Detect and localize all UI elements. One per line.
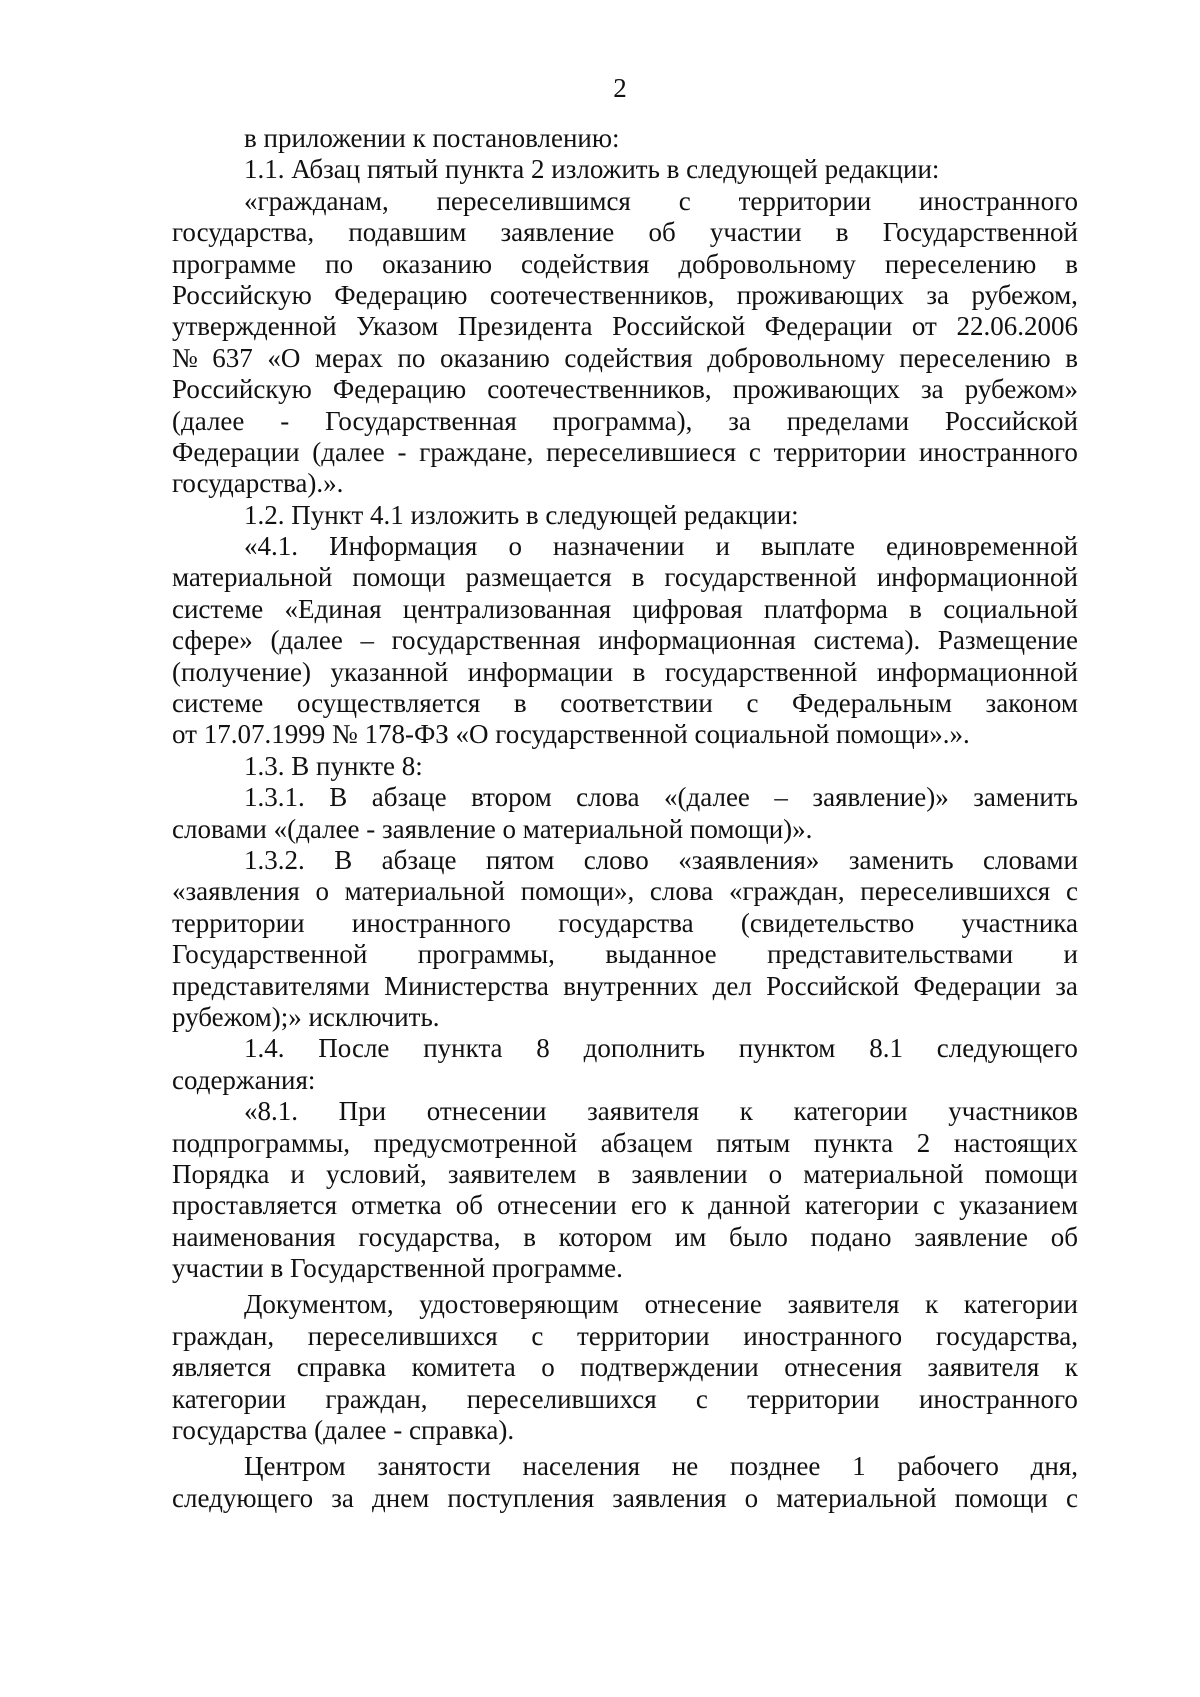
text-line: государства, подавшим заявление об участии в Государственной	[172, 217, 1078, 248]
text-line: системе «Единая централизованная цифровая платформа в социальной	[172, 593, 1078, 624]
text-line: материальной помощи размещается в государственной информационной	[172, 562, 1078, 593]
text-line: № 637 «О мерах по оказанию содействия добровольному переселению в	[172, 342, 1078, 373]
text-line: 1.1. Абзац пятый пункта 2 изложить в следующей редакции:	[244, 154, 940, 185]
text-line: рубежом);» исключить.	[172, 1001, 440, 1032]
text-line: подпрограммы, предусмотренной абзацем пятым пункта 2 настоящих	[172, 1127, 1078, 1158]
text-line: «4.1. Информация о назначении и выплате единовременной	[244, 531, 1078, 562]
text-line: 1.3. В пункте 8:	[244, 750, 423, 781]
text-line: участии в Государственной программе.	[172, 1253, 623, 1284]
text-line: сфере» (далее – государственная информационная система). Размещение	[172, 625, 1078, 656]
text-line: «заявления о материальной помощи», слова «граждан, переселившихся с	[172, 876, 1078, 907]
text-line: Российскую Федерацию соотечественников, проживающих за рубежом,	[172, 279, 1078, 310]
text-line: 1.3.1. В абзаце втором слова «(далее – заявление)» заменить	[244, 782, 1078, 813]
text-line: содержания:	[172, 1064, 316, 1095]
text-line: словами «(далее - заявление о материальной помощи)».	[172, 813, 813, 844]
text-line: следующего за днем поступления заявления о материальной помощи с	[172, 1482, 1078, 1513]
text-line: является справка комитета о подтверждении отнесения заявителя к	[172, 1352, 1078, 1383]
text-line: граждан, переселившихся с территории иностранного государства,	[172, 1320, 1078, 1351]
text-line: территории иностранного государства (свидетельство участника	[172, 907, 1078, 938]
text-line: Государственной программы, выданное представительствами и	[172, 939, 1078, 970]
text-line: утвержденной Указом Президента Российской Федерации от 22.06.2006	[172, 311, 1078, 342]
text-line: Российскую Федерацию соотечественников, проживающих за рубежом»	[172, 374, 1078, 405]
text-line: представителями Министерства внутренних дел Российской Федерации за	[172, 970, 1078, 1001]
text-line: 1.2. Пункт 4.1 изложить в следующей редакции:	[244, 499, 799, 530]
text-line: Порядка и условий, заявителем в заявлении о материальной помощи	[172, 1158, 1078, 1189]
text-line: Федерации (далее - граждане, переселившиеся с территории иностранного	[172, 436, 1078, 467]
text-line: «8.1. При отнесении заявителя к категории участников	[244, 1096, 1078, 1127]
text-line: 1.3.2. В абзаце пятом слово «заявления» заменить словами	[244, 844, 1078, 875]
text-line: программе по оказанию содействия добровольному переселению в	[172, 248, 1078, 279]
text-line: наименования государства, в котором им было подано заявление об	[172, 1221, 1078, 1252]
page-number: 2	[613, 73, 627, 103]
text-line: государства).».	[172, 468, 344, 499]
text-line: в приложении к постановлению:	[244, 123, 620, 153]
text-line: (получение) указанной информации в государственной информационной	[172, 656, 1078, 687]
text-line: Документом, удостоверяющим отнесение заявителя к категории	[244, 1289, 1078, 1320]
text-line: (далее - Государственная программа), за пределами Российской	[172, 405, 1078, 436]
text-line: от 17.07.1999 № 178-ФЗ «О государственной социальной помощи».».	[172, 719, 970, 750]
text-line: «гражданам, переселившимся с территории иностранного	[244, 185, 1078, 216]
document-body	[172, 123, 1078, 1514]
text-line: 1.4. После пункта 8 дополнить пунктом 8.1 следующего	[244, 1033, 1078, 1064]
text-line: проставляется отметка об отнесении его к данной категории с указанием	[172, 1190, 1078, 1221]
text-line: категории граждан, переселившихся с территории иностранного	[172, 1383, 1078, 1414]
text-line: системе осуществляется в соответствии с Федеральным законом	[172, 688, 1078, 719]
text-line: государства (далее - справка).	[172, 1415, 515, 1446]
text-line: Центром занятости населения не позднее 1 рабочего дня,	[244, 1451, 1078, 1482]
